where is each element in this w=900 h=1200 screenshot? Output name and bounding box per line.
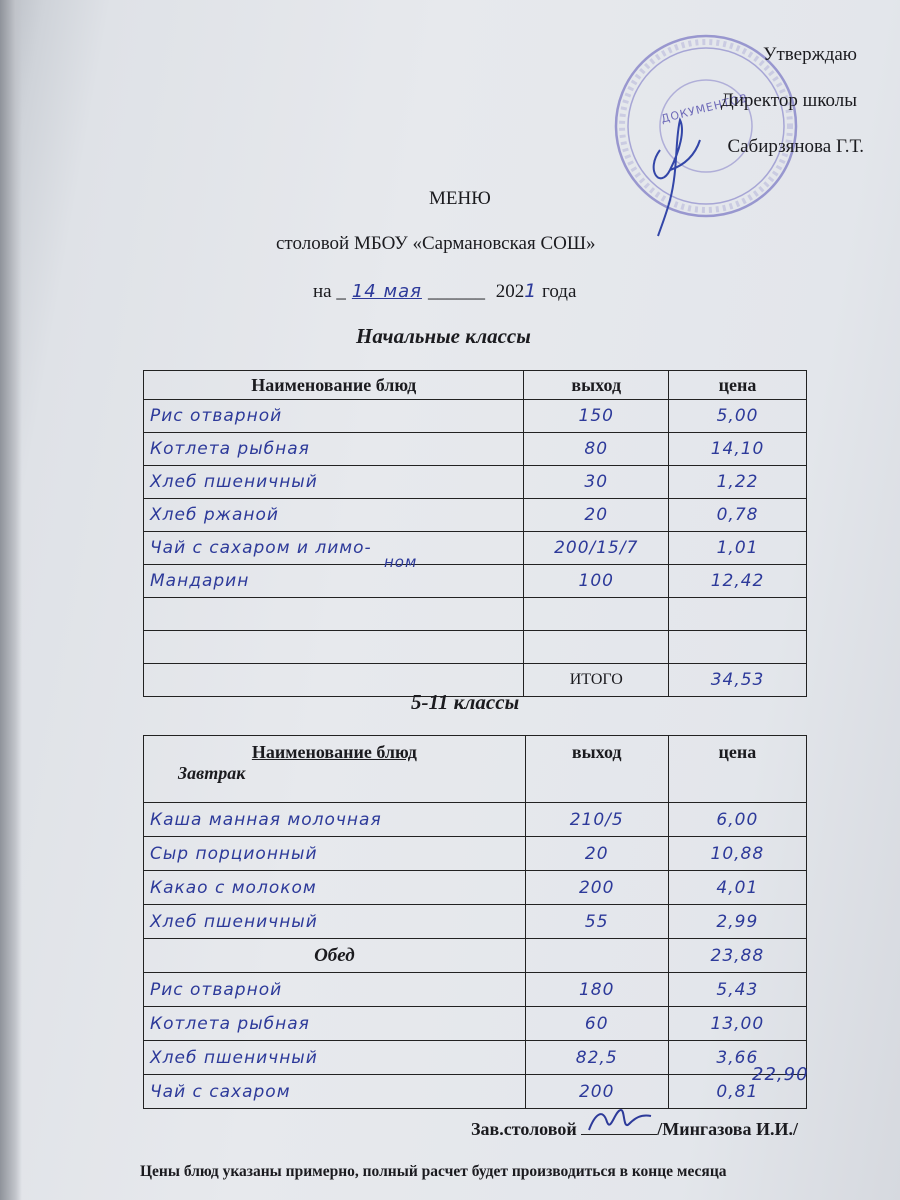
dish-name: Хлеб пшеничный (144, 905, 526, 939)
dish-name: Рис отварной (144, 973, 526, 1007)
dish-name: Каша манная молочная (144, 803, 526, 837)
paper-shadow-edge (0, 0, 22, 1200)
dish-price: 1,01 (669, 532, 807, 565)
table-row (144, 803, 807, 837)
date-line (313, 280, 576, 303)
table-row (144, 400, 807, 433)
page-subtitle: столовой МБОУ «Сармановская СОШ» (276, 233, 596, 254)
dish-price: 13,00 (668, 1007, 806, 1041)
dish-output (524, 631, 669, 664)
dish-price: 0,81 (668, 1075, 806, 1109)
dish-name-continuation: ном (384, 553, 418, 571)
table-row (144, 837, 807, 871)
dish-price: 2,99 (668, 905, 806, 939)
dish-price: 12,42 (669, 565, 807, 598)
section-title-primary: Начальные классы (356, 324, 531, 348)
dish-name-cell (144, 553, 524, 598)
dish-price: 1,22 (669, 466, 807, 499)
table-row (144, 466, 807, 499)
dish-price: 5,00 (669, 400, 807, 433)
dish-price: 5,43 (668, 973, 806, 1007)
page-title: МЕНЮ (429, 188, 491, 209)
dish-name: Чай с сахаром и лимо- (144, 532, 524, 565)
dish-name: Чай с сахаром (144, 1075, 526, 1109)
table-lunch-header-row (144, 939, 807, 973)
dish-price: 10,88 (668, 837, 806, 871)
column-header-name-cell (144, 736, 526, 803)
table-row (144, 973, 807, 1007)
dish-price (669, 598, 807, 631)
signer-line (471, 1118, 798, 1140)
dish-price: 0,78 (669, 499, 807, 532)
table-header-row (144, 736, 807, 803)
dish-output: 20 (524, 499, 669, 532)
dish-name (144, 598, 524, 631)
date-blank: ______ (427, 281, 485, 302)
canteen-head-signature (585, 1104, 655, 1138)
table-row (144, 1075, 807, 1109)
footer-note: Цены блюд указаны примерно, полный расчет будет производиться в конце месяца (140, 1163, 727, 1180)
column-header-output: выход (525, 736, 668, 803)
dish-price: 6,00 (668, 803, 806, 837)
section-title-senior: 5-11 классы (411, 690, 520, 714)
dish-name: Хлеб ржаной (144, 499, 524, 532)
year-suffix: года (537, 281, 577, 302)
year-handwritten: 1 (524, 280, 538, 302)
dish-price: 4,01 (668, 871, 806, 905)
breakfast-total: 23,88 (668, 939, 806, 973)
director-signature (640, 110, 720, 240)
table-row (144, 1007, 807, 1041)
dish-price: 3,66 (668, 1041, 806, 1075)
lunch-label: Обед (144, 939, 526, 973)
column-header-name: Наименование блюд (144, 371, 524, 400)
column-header-price: цена (669, 371, 807, 400)
stamp-text: ДОКУМЕНТОВ (659, 91, 750, 126)
dish-output: 80 (524, 433, 669, 466)
dish-output: 82,5 (525, 1041, 668, 1075)
dish-output: 55 (525, 905, 668, 939)
dish-name: Хлеб пшеничный (144, 466, 524, 499)
dish-name: Сыр порционный (144, 837, 526, 871)
table-row-empty (144, 631, 807, 664)
signature-line (581, 1118, 657, 1135)
dish-output: 210/5 (525, 803, 668, 837)
year-printed: 202 (495, 281, 525, 302)
table-row (144, 905, 807, 939)
dish-price (669, 631, 807, 664)
dish-name: Какао с молоком (144, 871, 526, 905)
date-prefix: на _ (313, 281, 346, 302)
signer-label: Зав.столовой (471, 1119, 582, 1139)
dish-output: 100 (524, 565, 669, 598)
table-row (144, 499, 807, 532)
approval-line-1: Утверждаю (763, 44, 857, 65)
table-row (144, 532, 807, 565)
signer-name: /Мингазова И.И./ (657, 1119, 799, 1139)
date-handwritten: 14 мая (351, 281, 422, 302)
menu-table-primary (143, 370, 807, 697)
total-label: ИТОГО (524, 664, 669, 697)
table-row (144, 565, 807, 598)
table-row-empty (144, 598, 807, 631)
dish-output: 200/15/7 (524, 532, 669, 565)
dish-name (144, 631, 524, 664)
dish-name: Котлета рыбная (144, 1007, 526, 1041)
approval-line-2: Директор школы (720, 90, 857, 111)
dish-output: 200 (525, 871, 668, 905)
dish-output: 20 (525, 837, 668, 871)
dish-output: 60 (525, 1007, 668, 1041)
dish-output: 180 (525, 973, 668, 1007)
breakfast-label: Завтрак (178, 763, 246, 783)
column-header-output: выход (524, 371, 669, 400)
dish-name: Хлеб пшеничный (144, 1041, 526, 1075)
dish-price: 14,10 (669, 433, 807, 466)
lunch-empty-cell (525, 939, 668, 973)
table-row (144, 433, 807, 466)
menu-table-senior (143, 735, 807, 1109)
dish-output: 200 (525, 1075, 668, 1109)
approval-line-3: Сабирзянова Г.Т. (727, 136, 864, 157)
total-value: 34,53 (669, 664, 807, 697)
column-header-name: Наименование блюд (251, 742, 417, 762)
dish-output: 30 (524, 466, 669, 499)
table-row (144, 871, 807, 905)
dish-name: Котлета рыбная (144, 433, 524, 466)
table-row (144, 1041, 807, 1075)
dish-output: 150 (524, 400, 669, 433)
lunch-total: 22,90 (752, 1064, 809, 1085)
table-header-row (144, 371, 807, 400)
dish-output (524, 598, 669, 631)
column-header-price: цена (668, 736, 806, 803)
dish-name: Рис отварной (144, 400, 524, 433)
dish-name: Мандарин (150, 571, 250, 591)
